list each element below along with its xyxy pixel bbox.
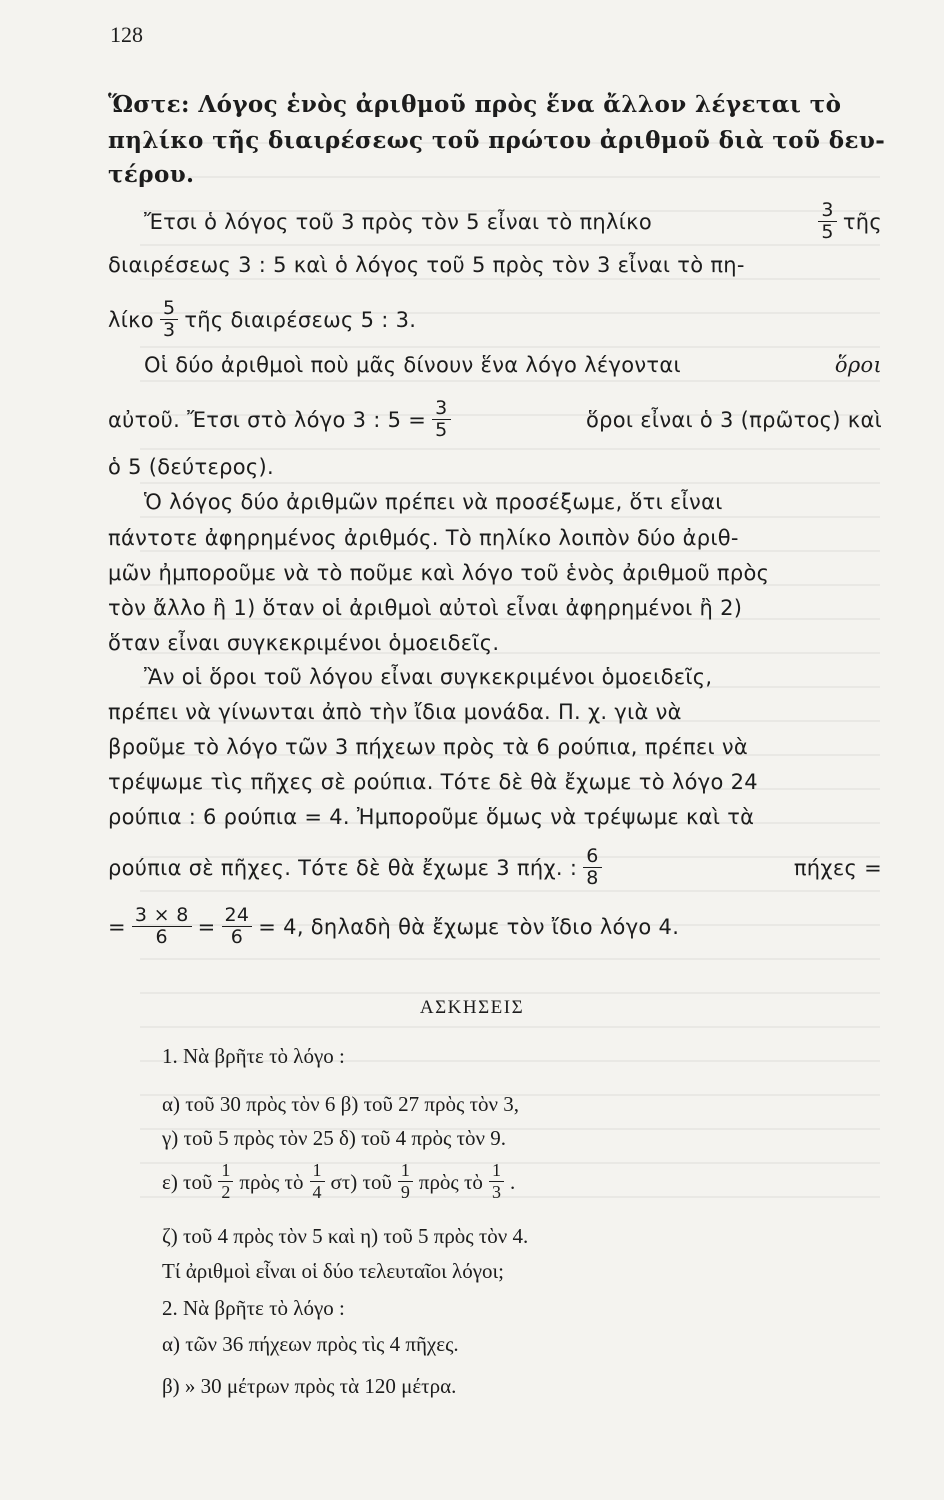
concrete-line-4: [108, 767, 882, 797]
fraction-5-3: [160, 298, 178, 341]
fraction-3x8-6: [132, 905, 192, 948]
terms-text: Οἱ δύο ἀριθμοὶ ποὺ μᾶς δίνουν ἕνα λόγο λέγονται: [144, 353, 681, 377]
fraction-numerator: 24: [224, 904, 250, 926]
fraction-denominator: 3: [160, 319, 178, 341]
fraction-1-4: [310, 1160, 325, 1203]
fraction-denominator: 6: [222, 926, 253, 948]
definition-line-3: τέρου.: [108, 161, 195, 188]
fraction-numerator: 5: [162, 297, 176, 319]
exercise-2-a: α) τῶν 36 πήχεων πρὸς τὶς 4 πῆχες.: [162, 1332, 459, 1356]
fraction-24-6: [222, 905, 253, 948]
exercise-1-zh: ζ) τοῦ 4 πρὸς τὸν 5 καὶ η) τοῦ 5 πρὸς τὸν 4.: [162, 1224, 529, 1248]
concrete-line-6: [108, 846, 882, 889]
exercise-2: 2. Νὰ βρῆτε τὸ λόγο :: [162, 1296, 345, 1320]
fraction-3-5: [818, 200, 836, 243]
fraction-denominator: 2: [218, 1181, 233, 1203]
definition-text: πηλίκο τῆς διαιρέσεως τοῦ πρώτου ἀριθμοῦ διὰ τοῦ δευ-: [108, 127, 886, 154]
terms-italic-word: ὅροι: [834, 353, 882, 377]
exercise-text: ε) τοῦ: [162, 1169, 213, 1194]
fraction-1-2: [218, 1160, 233, 1203]
abstract-text: πάντοτε ἀφηρημένος ἀριθμός. Τὸ πηλίκο λοιπὸν δύο ἀριθ-: [108, 526, 739, 550]
concrete-text: Ἂν οἱ ὅροι τοῦ λόγου εἶναι συγκεκριμένοι ὁμοειδεῖς,: [144, 665, 713, 689]
concrete-left: [108, 846, 608, 889]
exercise-text: στ) τοῦ: [330, 1169, 392, 1194]
exercise-1-question: Τί ἀριθμοὶ εἶναι οἱ δύο τελευταῖοι λόγοι;: [162, 1259, 504, 1283]
example-line-2: [108, 250, 882, 280]
example-line-3: [108, 298, 416, 341]
fraction-6-8: [583, 846, 601, 889]
example-line-1: [144, 200, 882, 243]
exercise-1-ab: α) τοῦ 30 πρὸς τὸν 6 β) τοῦ 27 πρὸς τὸν 3,: [162, 1092, 520, 1116]
example-text: λίκο: [108, 307, 154, 332]
fraction-denominator: 5: [432, 419, 450, 441]
fraction-numerator: 6: [586, 845, 599, 867]
abstract-line-3: [108, 558, 882, 588]
fraction-numerator: 3: [435, 397, 448, 419]
concrete-line-2: [108, 697, 882, 727]
page-number: 128: [110, 22, 143, 47]
fraction-denominator: 8: [583, 867, 601, 889]
definition-text: Ὥστε: Λόγος ἑνὸς ἀριθμοῦ πρὸς ἕνα ἄλλον λέγεται τὸ: [108, 91, 842, 118]
exercise-text: .: [509, 1169, 516, 1194]
fraction-numerator: 3 × 8: [134, 904, 189, 926]
exercise-1: 1. Νὰ βρῆτε τὸ λόγο :: [162, 1044, 345, 1068]
concrete-text: πρέπει νὰ γίνωνται ἀπὸ τὴν ἴδια μονάδα. Π. χ. γιὰ νὰ: [108, 700, 682, 724]
equals-sign: =: [197, 914, 216, 939]
fraction-denominator: 3: [489, 1181, 504, 1203]
fraction-numerator: 1: [400, 1160, 410, 1180]
terms-line-1: [144, 350, 882, 380]
fraction-denominator: 9: [398, 1181, 413, 1203]
example-text: Ἔτσι ὁ λόγος τοῦ 3 πρὸς τὸν 5 εἶναι τὸ πηλίκο: [144, 209, 652, 234]
example-text: τῆς: [842, 209, 882, 234]
abstract-line-4: [108, 593, 882, 623]
abstract-text: μῶν ἠμποροῦμε νὰ τὸ ποῦμε καὶ λόγο τοῦ ἑνὸς ἀριθμοῦ πρὸς: [108, 561, 770, 585]
example-fraction-row: [812, 200, 882, 243]
concrete-line-7: [108, 905, 679, 948]
concrete-text: = 4, δηλαδὴ θὰ ἔχωμε τὸν ἴδιο λόγο 4.: [258, 914, 680, 939]
fraction-1-9: [398, 1160, 413, 1203]
fraction-numerator: 1: [491, 1160, 501, 1180]
abstract-text: Ὁ λόγος δύο ἀριθμῶν πρέπει νὰ προσέξωμε, ὅτι εἶναι: [144, 490, 723, 514]
concrete-line-1: [144, 662, 882, 692]
definition-line-2: [108, 126, 886, 156]
exercise-text: πρὸς τὸ: [239, 1169, 304, 1194]
terms-left: [108, 398, 457, 441]
exercises-heading: ΑΣΚΗΣΕΙΣ: [419, 997, 525, 1018]
bleed-through-texture: [140, 120, 880, 1200]
concrete-text: ρούπια : 6 ρούπια = 4. Ἠμποροῦμε ὅμως νὰ τρέψωμε καὶ τὰ: [108, 805, 755, 829]
exercise-text: πρὸς τὸ: [418, 1169, 483, 1194]
abstract-line-5: ὅταν εἶναι συγκεκριμένοι ὁμοειδεῖς.: [108, 631, 500, 655]
example-text: τῆς διαιρέσεως 5 : 3.: [184, 307, 417, 332]
fraction-3-5: [432, 398, 450, 441]
fraction-1-3: [489, 1160, 504, 1203]
abstract-text: τὸν ἄλλο ἢ 1) ὅταν οἱ ἀριθμοὶ αὐτοὶ εἶναι ἀφηρημένοι ἢ 2): [108, 596, 743, 620]
exercise-2-b: β) » 30 μέτρων πρὸς τὰ 120 μέτρα.: [162, 1374, 457, 1398]
concrete-text: ρούπια σὲ πῆχες. Τότε δὲ θὰ ἔχωμε 3 πήχ. :: [108, 855, 578, 880]
exercise-1-e-st: [162, 1160, 515, 1203]
definition-line-1: [108, 90, 882, 120]
fraction-denominator: 6: [132, 926, 192, 948]
concrete-line-3: [108, 732, 882, 762]
fraction-denominator: 5: [818, 221, 836, 243]
terms-text: ὅροι εἶναι ὁ 3 (πρῶτος) καὶ: [585, 407, 882, 432]
concrete-line-5: [108, 802, 882, 832]
fraction-numerator: 1: [221, 1160, 231, 1180]
fraction-denominator: 4: [310, 1181, 325, 1203]
concrete-text: βροῦμε τὸ λόγο τῶν 3 πήχεων πρὸς τὰ 6 ρούπια, πρέπει νὰ: [108, 735, 749, 759]
abstract-line-2: [108, 523, 882, 553]
fraction-numerator: 3: [821, 199, 834, 221]
equals-sign: =: [108, 914, 126, 939]
terms-text: αὐτοῦ. Ἔτσι στὸ λόγο 3 : 5 =: [108, 407, 427, 432]
fraction-numerator: 1: [312, 1160, 322, 1180]
concrete-text: πήχες =: [793, 855, 882, 880]
concrete-text: τρέψωμε τὶς πῆχες σὲ ρούπια. Τότε δὲ θὰ ἔχωμε τὸ λόγο 24: [108, 770, 758, 794]
example-text: διαιρέσεως 3 : 5 καὶ ὁ λόγος τοῦ 5 πρὸς τὸν 3 εἶναι τὸ πη-: [108, 253, 745, 277]
exercise-1-gd: γ) τοῦ 5 πρὸς τὸν 25 δ) τοῦ 4 πρὸς τὸν 9.: [162, 1126, 506, 1150]
terms-line-3: ὁ 5 (δεύτερος).: [108, 455, 274, 479]
terms-line-2: [108, 398, 882, 441]
abstract-line-1: [144, 487, 882, 517]
